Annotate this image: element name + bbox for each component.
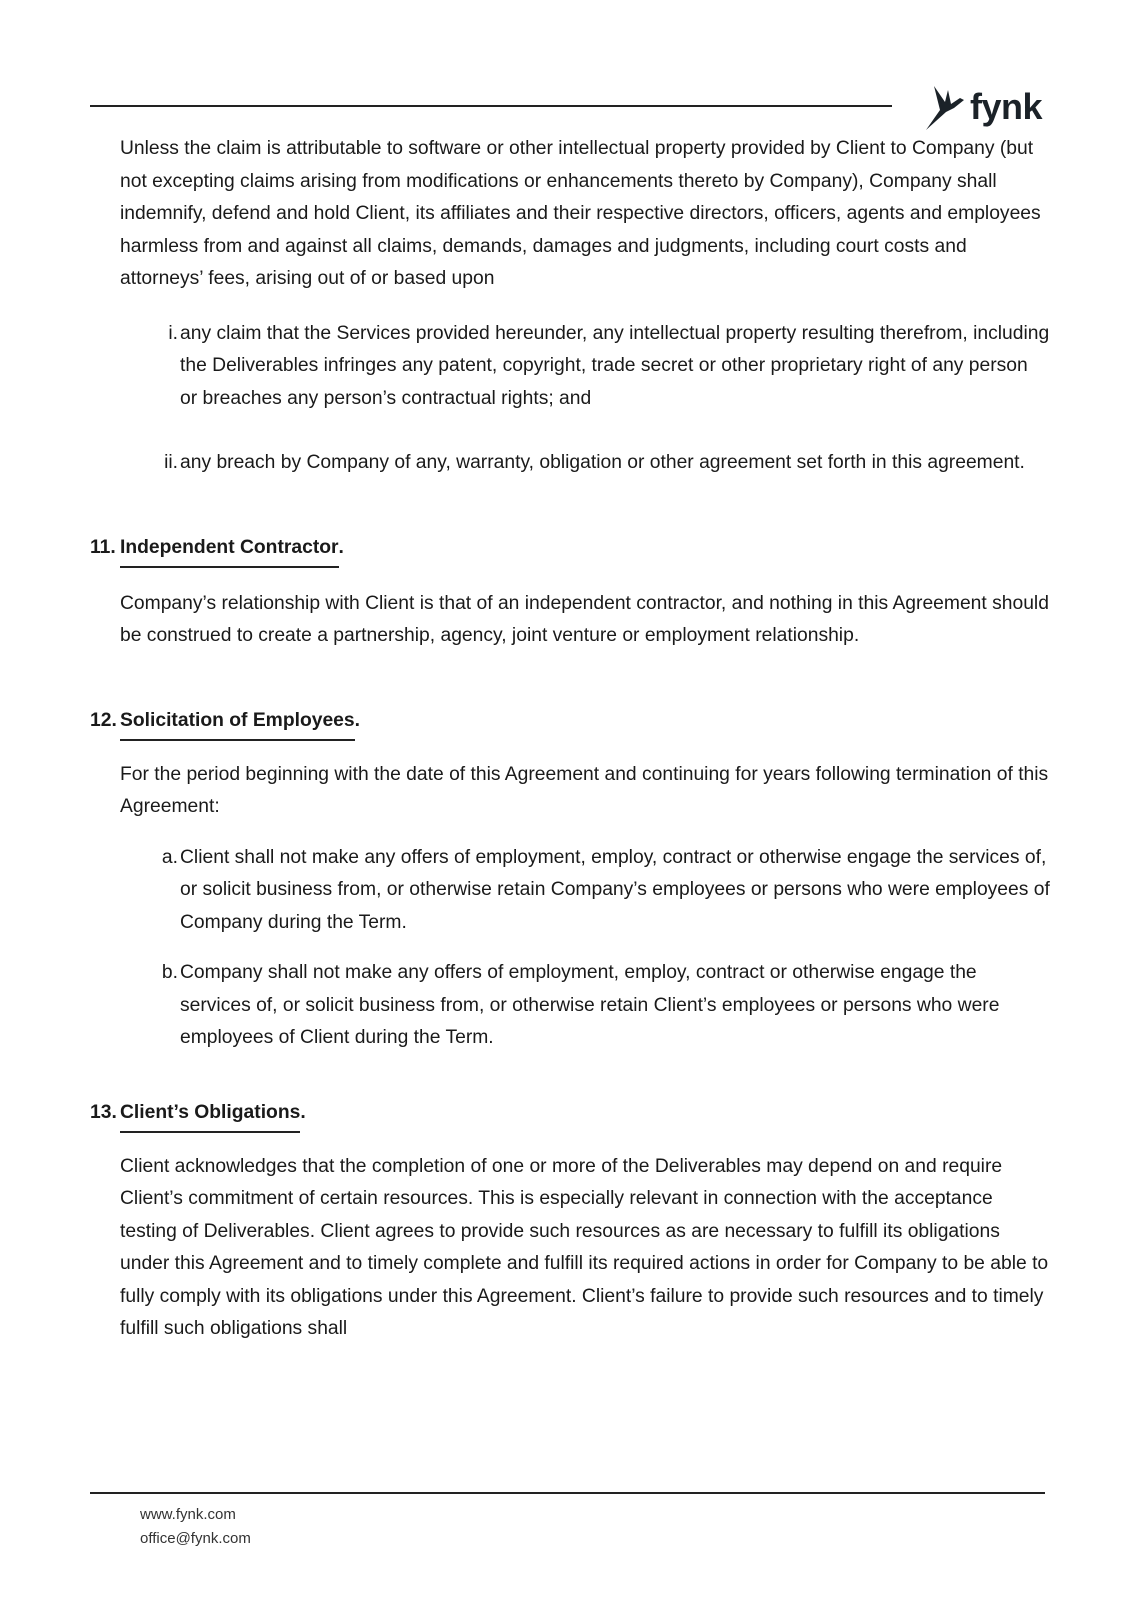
intro-list — [164, 318, 1050, 480]
section-list — [161, 842, 1050, 1055]
footer-website: www.fynk.com — [140, 1506, 236, 1523]
logo-text: fynk — [970, 86, 1043, 127]
section-number: 11. — [90, 536, 116, 558]
section-title: Client’s Obligations — [120, 1097, 300, 1133]
fynk-logo — [918, 80, 1048, 134]
section-title: Solicitation of Employees — [120, 705, 355, 741]
list-marker: b. — [161, 962, 178, 983]
footer-email: office@fynk.com — [140, 1530, 251, 1547]
list-item — [161, 957, 1050, 1055]
section-number: 13. — [90, 1101, 117, 1123]
list-item-text: any breach by Company of any, warranty, obligation or other agreement set forth in this agreement. — [180, 452, 1025, 473]
list-marker: a. — [161, 846, 178, 868]
list-item — [164, 447, 1050, 480]
section-body: Company’s relationship with Client is that of an independent contractor, and nothing in this Agreement should be construed to create a partnership, agency, joint venture or employment relationship. — [120, 592, 1049, 646]
list-item — [161, 842, 1050, 940]
document-body — [90, 133, 1050, 1346]
section-body: Client acknowledges that the completion of one or more of the Deliverables may depend on and require Client’s commitment of certain resources. This is especially relevant in connection with the acceptance testing of Deliverables. Client agrees to provide such resources as are necessary to fulfill its obligations under this Agreement and to timely complete and fulfill its required actions in order for Company to be able to fully comply with its obligations under this Agreement. Client’s failure to provide such resources and to timely fulfill such obligations shall — [120, 1155, 1049, 1339]
section-heading-12: 12. Solicitation of Employees . — [90, 705, 1050, 741]
section-number: 12. — [90, 709, 117, 731]
list-marker: i. — [168, 322, 178, 344]
footer-rule — [90, 1492, 1045, 1494]
footer — [140, 1503, 251, 1551]
list-item-text: Company shall not make any offers of employment, employ, contract or otherwise engage the services of, or solicit business from, or otherwise retain Client’s employees or persons who were employees of Client during the Term. — [180, 962, 1000, 1048]
list-item-text: Client shall not make any offers of employment, employ, contract or otherwise engage the services of, or solicit business from, or otherwise retain Company’s employees or persons who were employees of Company during the Term. — [180, 846, 1050, 933]
section-heading-11: 11. Independent Contractor . — [90, 532, 1050, 568]
section-body: For the period beginning with the date of this Agreement and continuing for years following termination of this Agreement: — [120, 763, 1049, 817]
section-heading-13: 13. Client’s Obligations . — [90, 1097, 1050, 1133]
header-rule — [90, 105, 892, 107]
list-marker: ii. — [164, 452, 178, 473]
bird-icon — [918, 80, 968, 134]
list-item — [168, 318, 1050, 416]
intro-paragraph: Unless the claim is attributable to software or other intellectual property provided by Client to Company (but not excepting claims arising from modifications or enhancements thereto by Company), Company shall indemnify, defend and hold Client, its affiliates and their respective directors, officers, agents and employees harmless from and against all claims, demands, damages and judgments, including court costs and attorneys’ fees, arising out of or based upon — [120, 138, 1041, 289]
list-item-text: any claim that the Services provided hereunder, any intellectual property resulting therefrom, including the Deliverables infringes any patent, copyright, trade secret or other proprietary right of any person or breaches any person’s contractual rights; and — [180, 322, 1050, 409]
section-title: Independent Contractor — [120, 532, 339, 568]
